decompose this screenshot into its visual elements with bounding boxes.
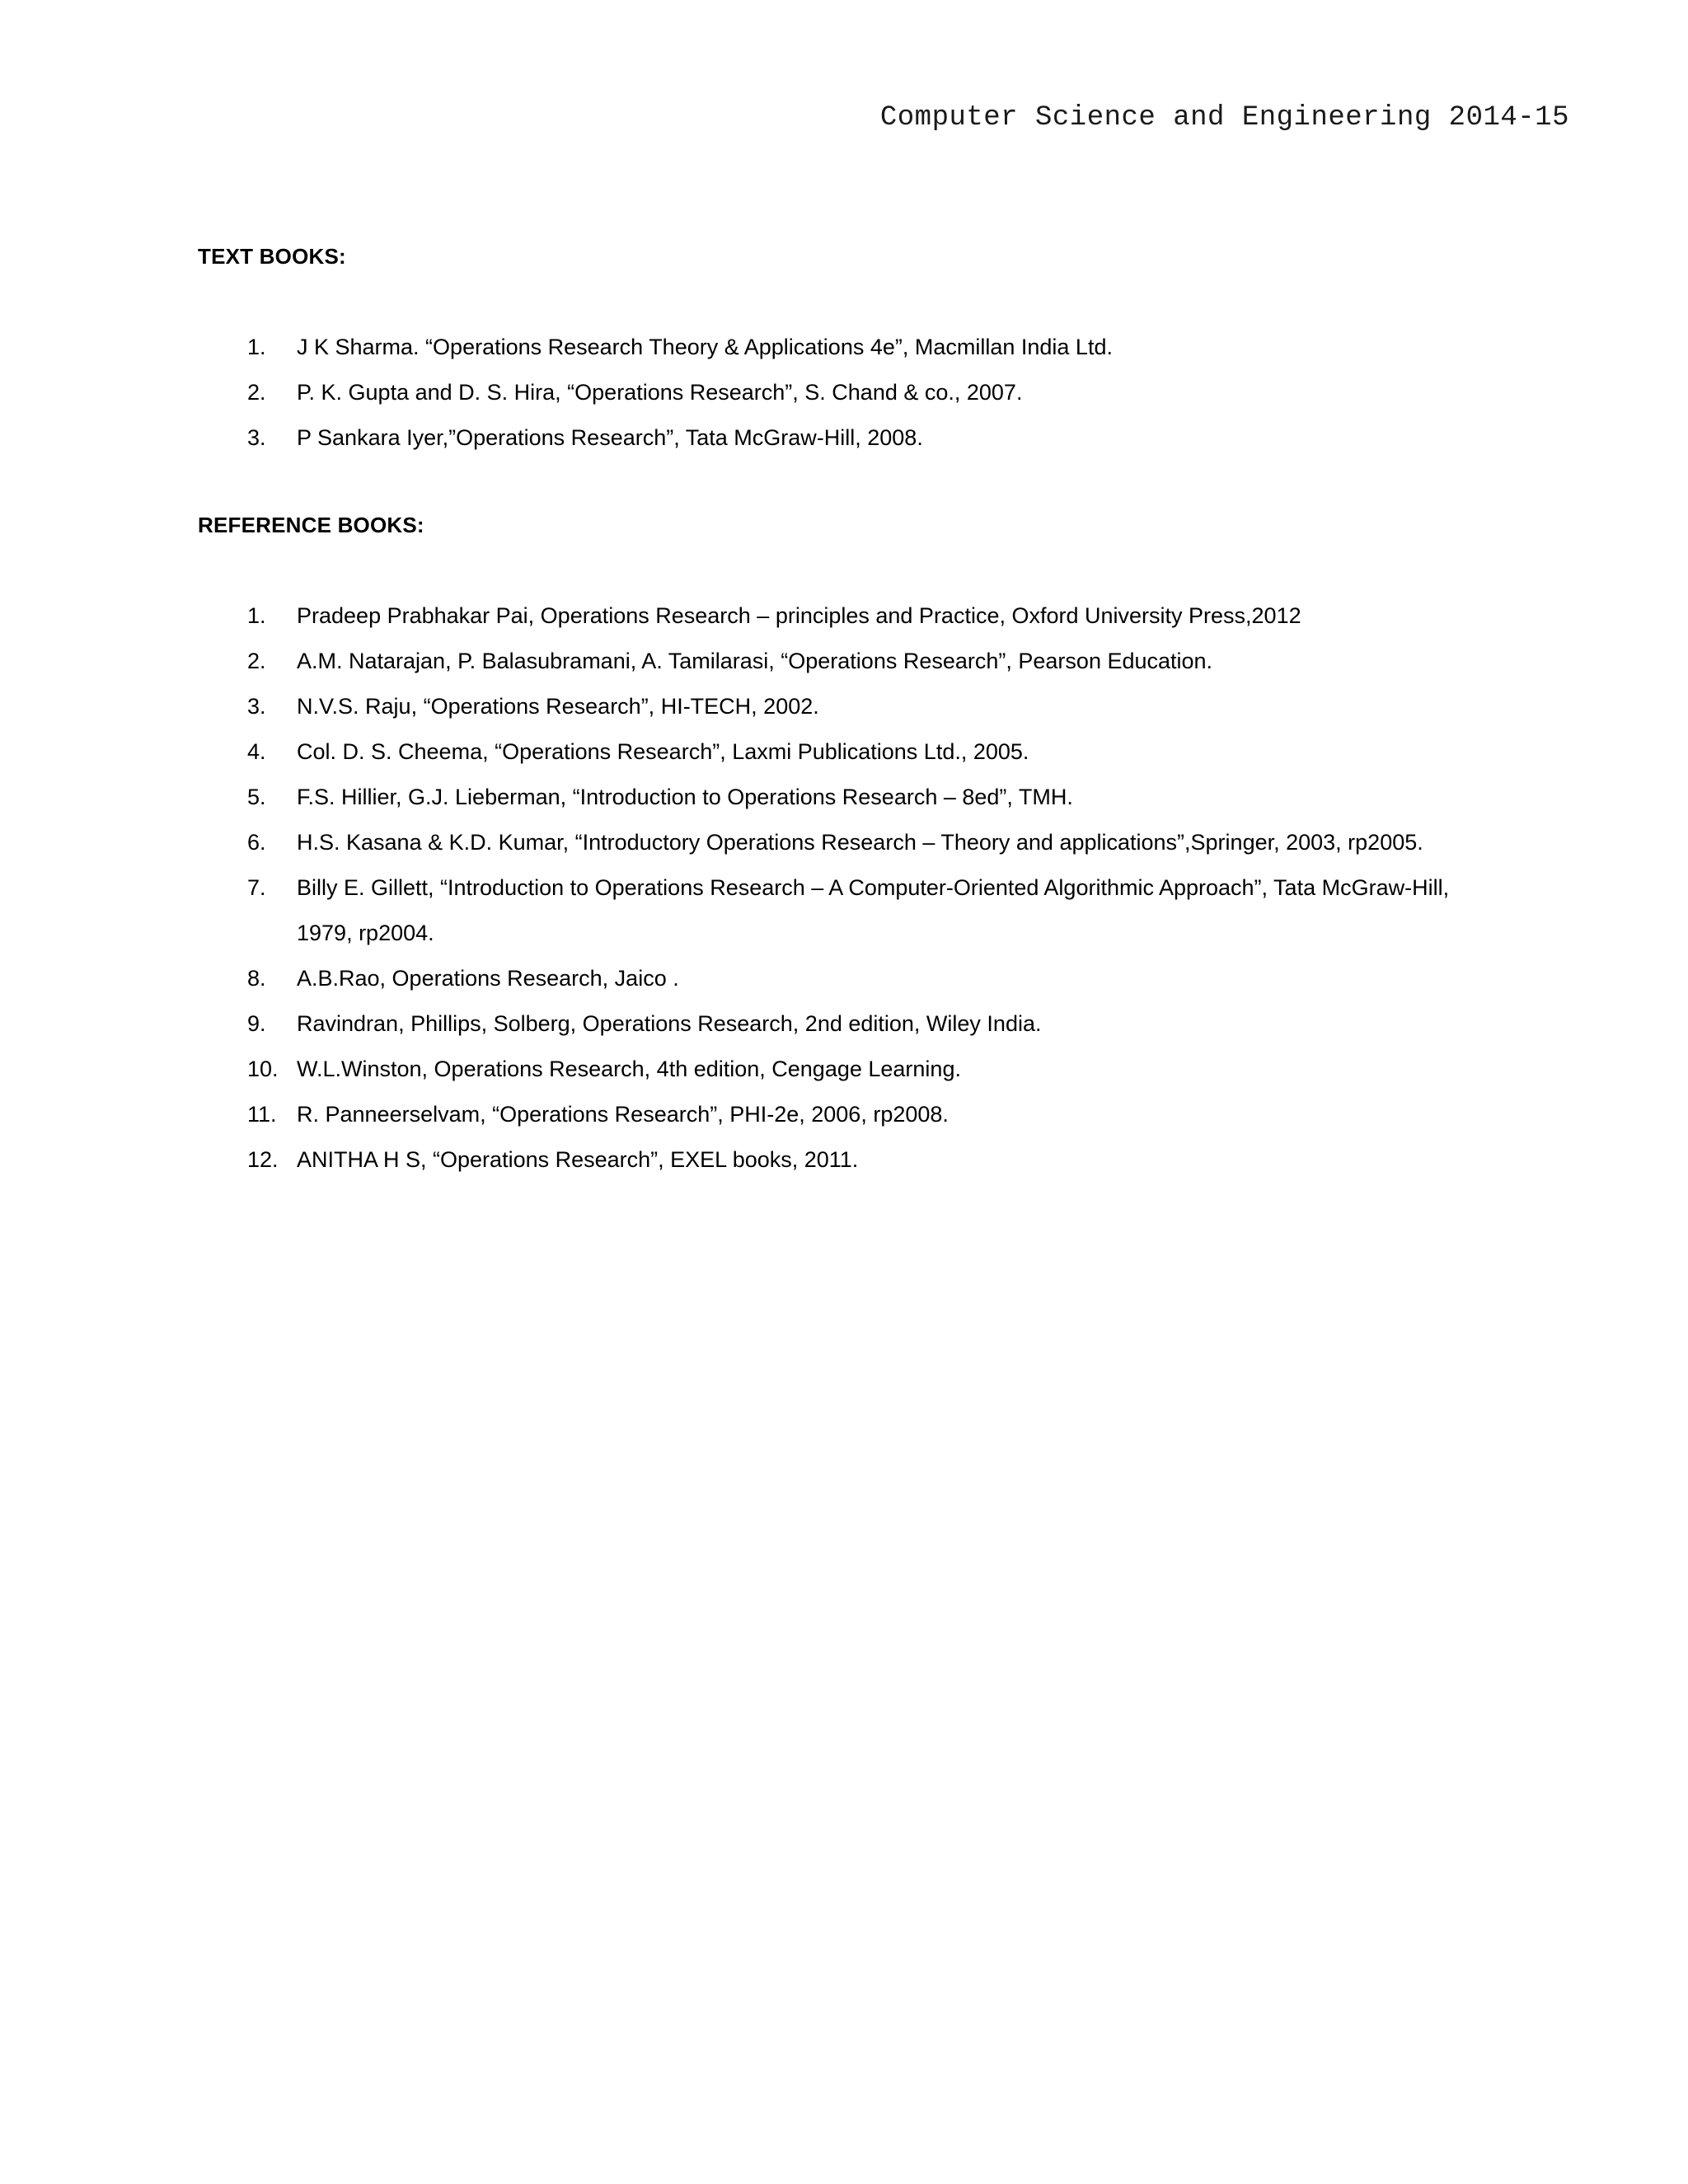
list-item (198, 370, 1484, 415)
list-item (198, 325, 1484, 370)
list-item-text: H.S. Kasana & K.D. Kumar, “Introductory Operations Research – Theory and applications”,Springer, 2003, rp2005. (297, 830, 1423, 855)
list-item-number: 5. (247, 785, 266, 809)
list-item-number: 3. (247, 694, 266, 719)
list-item-text: W.L.Winston, Operations Research, 4th edition, Cengage Learning. (297, 1057, 961, 1081)
list-item-number: 9. (247, 1011, 266, 1036)
list-item-number: 2. (247, 380, 266, 405)
text-books-list (198, 325, 1484, 461)
list-item (198, 865, 1484, 956)
list-item-number: 1. (247, 603, 266, 628)
list-item-text: F.S. Hillier, G.J. Lieberman, “Introduction to Operations Research – 8ed”, TMH. (297, 785, 1073, 809)
list-item-number: 10. (247, 1057, 279, 1081)
reference-books-heading: REFERENCE BOOKS: (198, 513, 424, 537)
list-item-text: Pradeep Prabhakar Pai, Operations Research – principles and Practice, Oxford University Press,2012 (297, 603, 1301, 628)
list-item-number: 3. (247, 425, 266, 450)
list-item-number: 12. (247, 1147, 279, 1172)
list-item-text: R. Panneerselvam, “Operations Research”, PHI-2e, 2006, rp2008. (297, 1102, 949, 1127)
list-item-text: A.M. Natarajan, P. Balasubramani, A. Tamilarasi, “Operations Research”, Pearson Education. (297, 649, 1213, 673)
list-item-number: 4. (247, 739, 266, 764)
page-header: Computer Science and Engineering 2014-15 (879, 102, 1569, 134)
list-item (198, 684, 1484, 729)
list-item (198, 1001, 1484, 1047)
list-item-text: J K Sharma. “Operations Research Theory & Applications 4e”, Macmillan India Ltd. (297, 335, 1113, 359)
list-item-number: 6. (247, 830, 266, 855)
list-item (198, 729, 1484, 775)
list-item (198, 1137, 1484, 1183)
list-item (198, 593, 1484, 639)
list-item (198, 820, 1484, 865)
list-item (198, 775, 1484, 820)
list-item-text: P. K. Gupta and D. S. Hira, “Operations Research”, S. Chand & co., 2007. (297, 380, 1023, 405)
list-item-text: P Sankara Iyer,”Operations Research”, Tata McGraw-Hill, 2008. (297, 425, 923, 450)
list-item (198, 1047, 1484, 1092)
list-item (198, 639, 1484, 684)
list-item-number: 11. (247, 1102, 277, 1127)
list-item (198, 415, 1484, 461)
list-item-number: 8. (247, 966, 266, 991)
list-item-text: Billy E. Gillett, “Introduction to Operations Research – A Computer-Oriented Algorithmic Approach”, Tata McGraw-Hill, 1979, rp2004. (297, 875, 1450, 945)
list-item-number: 1. (247, 335, 266, 359)
text-books-heading: TEXT BOOKS: (198, 244, 346, 269)
list-item (198, 956, 1484, 1001)
list-item (198, 1092, 1484, 1137)
list-item-text: ANITHA H S, “Operations Research”, EXEL books, 2011. (297, 1147, 859, 1172)
list-item-text: Ravindran, Phillips, Solberg, Operations Research, 2nd edition, Wiley India. (297, 1011, 1042, 1036)
list-item-number: 7. (247, 875, 266, 900)
list-item-text: A.B.Rao, Operations Research, Jaico . (297, 966, 679, 991)
list-item-text: Col. D. S. Cheema, “Operations Research”, Laxmi Publications Ltd., 2005. (297, 739, 1029, 764)
list-item-number: 2. (247, 649, 266, 673)
list-item-text: N.V.S. Raju, “Operations Research”, HI-TECH, 2002. (297, 694, 819, 719)
reference-books-list (198, 593, 1484, 1183)
